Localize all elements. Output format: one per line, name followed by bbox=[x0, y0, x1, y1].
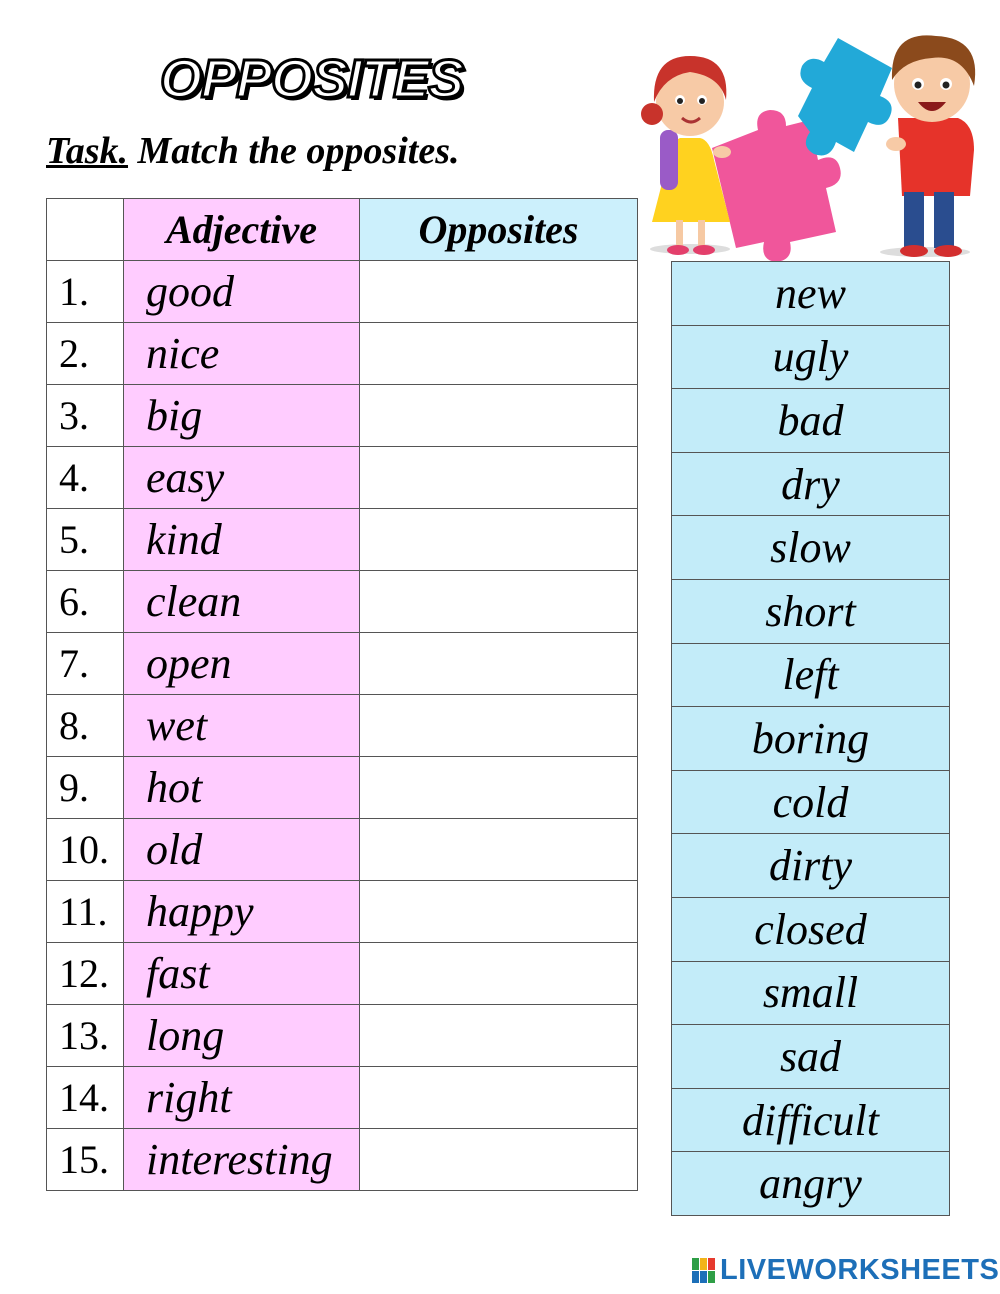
word-bank-item[interactable]: short bbox=[672, 579, 950, 643]
row-number: 14. bbox=[47, 1067, 124, 1129]
table-row bbox=[47, 695, 638, 757]
table-row bbox=[47, 509, 638, 571]
answer-drop-cell[interactable] bbox=[360, 323, 638, 385]
opposites-header: Opposites bbox=[360, 199, 638, 261]
word-bank-item[interactable]: bad bbox=[672, 389, 950, 453]
table-row bbox=[47, 819, 638, 881]
answer-drop-cell[interactable] bbox=[360, 943, 638, 1005]
answer-drop-cell[interactable] bbox=[360, 447, 638, 509]
table-row bbox=[47, 385, 638, 447]
liveworksheets-brand[interactable] bbox=[692, 1254, 999, 1287]
answer-drop-cell[interactable] bbox=[360, 509, 638, 571]
row-number: 1. bbox=[47, 261, 124, 323]
row-number: 6. bbox=[47, 571, 124, 633]
worksheet-title: OPPOSITES bbox=[160, 49, 464, 109]
adjective-cell: fast bbox=[124, 943, 360, 1005]
adjective-cell: open bbox=[124, 633, 360, 695]
word-bank-item[interactable]: ugly bbox=[672, 325, 950, 389]
adjective-cell: clean bbox=[124, 571, 360, 633]
word-bank-item[interactable]: small bbox=[672, 961, 950, 1025]
word-bank-item[interactable]: left bbox=[672, 643, 950, 707]
answer-drop-cell[interactable] bbox=[360, 1129, 638, 1191]
answer-drop-cell[interactable] bbox=[360, 881, 638, 943]
word-bank-item[interactable]: closed bbox=[672, 897, 950, 961]
table-row bbox=[47, 881, 638, 943]
adjective-cell: big bbox=[124, 385, 360, 447]
row-number: 9. bbox=[47, 757, 124, 819]
word-bank-item[interactable]: angry bbox=[672, 1152, 950, 1216]
liveworksheets-wordmark: LIVEWORKSHEETS bbox=[720, 1254, 1000, 1286]
table-row bbox=[47, 1129, 638, 1191]
row-number: 13. bbox=[47, 1005, 124, 1067]
answer-drop-cell[interactable] bbox=[360, 819, 638, 881]
answer-drop-cell[interactable] bbox=[360, 633, 638, 695]
row-number: 12. bbox=[47, 943, 124, 1005]
answer-drop-cell[interactable] bbox=[360, 1005, 638, 1067]
adjective-cell: nice bbox=[124, 323, 360, 385]
answer-drop-cell[interactable] bbox=[360, 571, 638, 633]
table-header-row bbox=[47, 199, 638, 261]
word-bank-item[interactable]: slow bbox=[672, 516, 950, 580]
answer-drop-cell[interactable] bbox=[360, 261, 638, 323]
adjective-cell: interesting bbox=[124, 1129, 360, 1191]
table-row bbox=[47, 323, 638, 385]
word-bank-item[interactable]: dry bbox=[672, 452, 950, 516]
answer-drop-cell[interactable] bbox=[360, 385, 638, 447]
word-bank-item[interactable]: sad bbox=[672, 1025, 950, 1089]
answer-drop-cell[interactable] bbox=[360, 695, 638, 757]
task-label: Task. bbox=[46, 130, 129, 172]
row-number: 4. bbox=[47, 447, 124, 509]
table-row bbox=[47, 447, 638, 509]
table-row bbox=[47, 1005, 638, 1067]
word-bank-item[interactable]: boring bbox=[672, 707, 950, 771]
table-row bbox=[47, 757, 638, 819]
word-bank bbox=[671, 261, 950, 1216]
task-text: Match the opposites. bbox=[128, 130, 460, 172]
kids-puzzle-illustration bbox=[640, 20, 985, 265]
row-number: 8. bbox=[47, 695, 124, 757]
row-number: 7. bbox=[47, 633, 124, 695]
table-row bbox=[47, 633, 638, 695]
adjective-cell: good bbox=[124, 261, 360, 323]
opposites-table bbox=[46, 198, 638, 1191]
row-number: 15. bbox=[47, 1129, 124, 1191]
table-row bbox=[47, 261, 638, 323]
row-number: 2. bbox=[47, 323, 124, 385]
number-header bbox=[47, 199, 124, 261]
liveworksheets-logo-icon bbox=[692, 1258, 716, 1284]
row-number: 5. bbox=[47, 509, 124, 571]
adjective-cell: happy bbox=[124, 881, 360, 943]
word-bank-item[interactable]: difficult bbox=[672, 1088, 950, 1152]
table-row bbox=[47, 571, 638, 633]
table-row bbox=[47, 943, 638, 1005]
adjective-cell: easy bbox=[124, 447, 360, 509]
row-number: 10. bbox=[47, 819, 124, 881]
adjective-header: Adjective bbox=[124, 199, 360, 261]
adjective-cell: hot bbox=[124, 757, 360, 819]
word-bank-item[interactable]: cold bbox=[672, 770, 950, 834]
word-bank-item[interactable]: dirty bbox=[672, 834, 950, 898]
word-bank-item[interactable]: new bbox=[672, 262, 950, 326]
adjective-cell: wet bbox=[124, 695, 360, 757]
adjective-cell: right bbox=[124, 1067, 360, 1129]
answer-drop-cell[interactable] bbox=[360, 1067, 638, 1129]
row-number: 3. bbox=[47, 385, 124, 447]
adjective-cell: kind bbox=[124, 509, 360, 571]
adjective-cell: old bbox=[124, 819, 360, 881]
answer-drop-cell[interactable] bbox=[360, 757, 638, 819]
row-number: 11. bbox=[47, 881, 124, 943]
table-row bbox=[47, 1067, 638, 1129]
adjective-cell: long bbox=[124, 1005, 360, 1067]
task-instruction bbox=[46, 132, 459, 170]
